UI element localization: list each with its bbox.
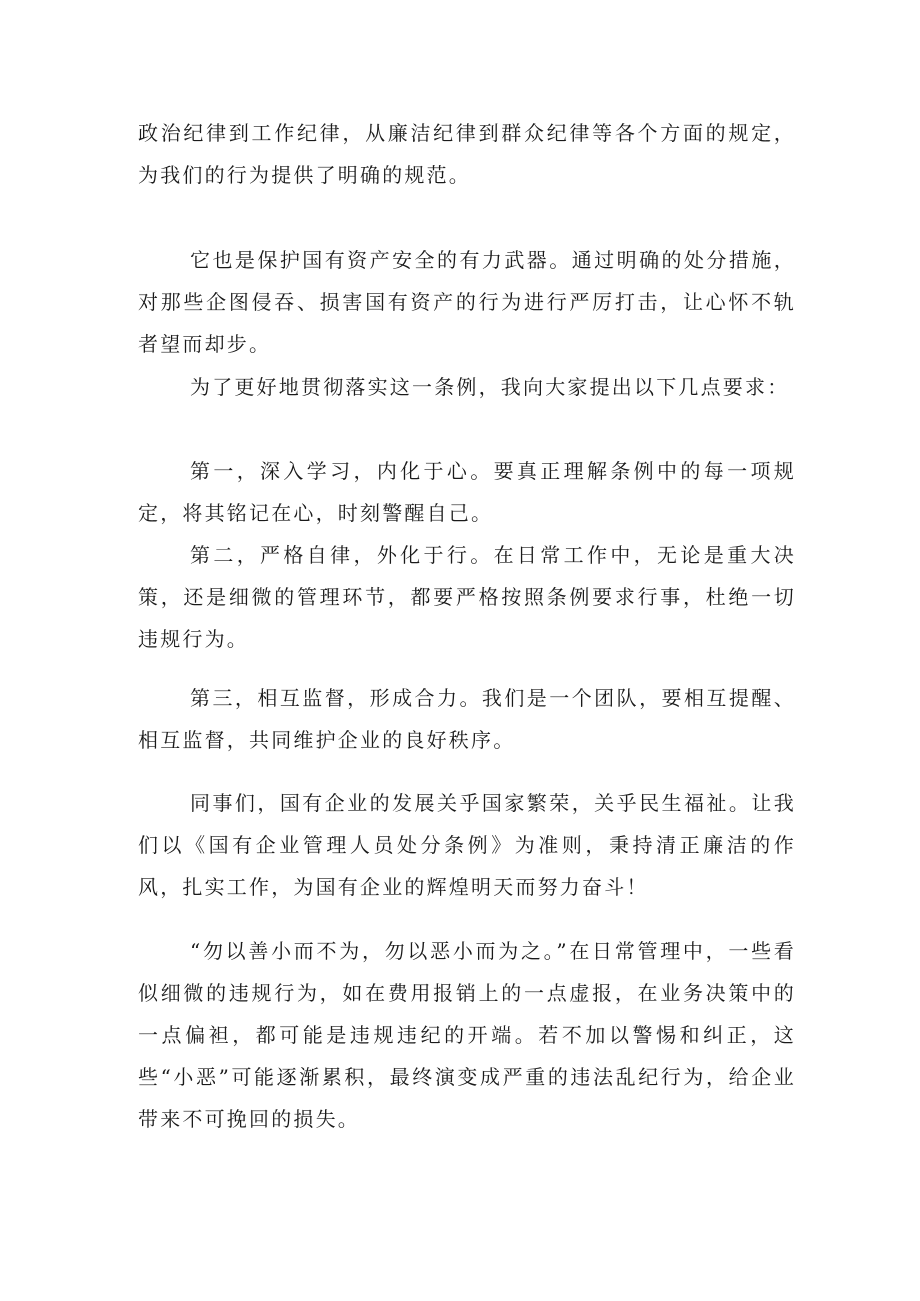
paragraph-1: 政治纪律到工作纪律，从廉洁纪律到群众纪律等各个方面的规定，为我们的行为提供了明确的规范。 [138, 121, 796, 187]
paragraph-6: 第三，相互监督，形成合力。我们是一个团队，要相互提醒、相互监督，共同维护企业的良好秩序。 [138, 686, 796, 752]
paragraph-3: 为了更好地贯彻落实这一条例，我向大家提出以下几点要求： [190, 375, 790, 399]
paragraph-4: 第一，深入学习，内化于心。要真正理解条例中的每一项规定，将其铭记在心，时刻警醒自己。 [138, 459, 796, 525]
paragraph-2: 它也是保护国有资产安全的有力武器。通过明确的处分措施，对那些企图侵吞、损害国有资产的行为进行严厉打击，让心怀不轨者望而却步。 [138, 248, 796, 356]
paragraph-5: 第二，严格自律，外化于行。在日常工作中，无论是重大决策，还是细微的管理环节，都要严格按照条例要求行事，杜绝一切违规行为。 [138, 543, 796, 651]
paragraph-8: “勿以善小而不为，勿以恶小而为之。”在日常管理中，一些看似细微的违规行为，如在费用报销上的一点虚报，在业务决策中的一点偏袒，都可能是违规违纪的开端。若不加以警惕和纠正，这些“小恶”可能逐渐累积，最终演变成严重的违法乱纪行为，给企业带来不可挽回的损失。 [138, 939, 796, 1131]
paragraph-7: 同事们，国有企业的发展关乎国家繁荣，关乎民生福祉。让我们以《国有企业管理人员处分条例》为准则，秉持清正廉洁的作风，扎实工作，为国有企业的辉煌明天而努力奋斗！ [138, 791, 796, 899]
